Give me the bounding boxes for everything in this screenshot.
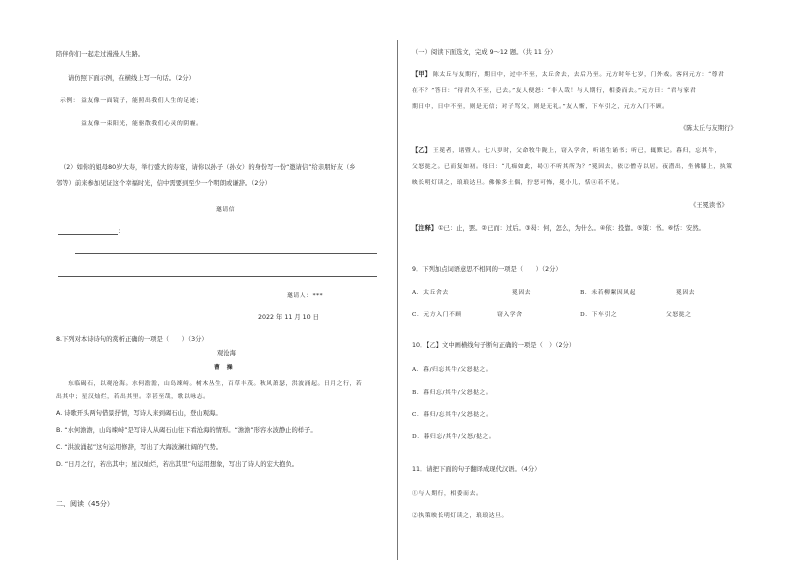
yi-line-3: 映长明灯读之，琅琅达旦。佛像多土偶，狞恶可怖，冕小儿，恬④若不见。: [412, 180, 624, 186]
reading-intro: （一）阅读下面选文，完成 9～12 题。（共 11 分）: [412, 49, 557, 56]
q8-option-a[interactable]: A. 诗歌开头两句借景抒情，写诗人来到碣石山，登山观海。: [56, 410, 222, 417]
jia-line-1: 陈太丘与友期行，期日中，过中不至，太丘舍去，去后乃至。元方时年七岁，门外戏。客问元方：“尊君: [433, 72, 725, 78]
jia-line-2: 在不？”答曰：“待君久不至，已去。”友人便怒：“非人哉！与人期行，相委而去。”元方曰：“君与家君: [412, 88, 697, 94]
section-reading-heading: 二、阅读（45分）: [56, 500, 114, 508]
q10-option-b[interactable]: B．暮归忘/其牛/父怒挞之。: [412, 390, 493, 396]
q8-option-d[interactable]: D. “日月之行，若出其中；星汉灿烂，若出其里”句运用想象，写出了诗人的宏大抱负。: [56, 461, 299, 468]
letter-body-line-1[interactable]: [75, 253, 377, 254]
poem-line-1: 东临碣石，以观沧海。水何澹澹，山岛竦峙。树木丛生，百草丰茂。秋风萧瑟，洪波涌起。日月之行，若: [68, 381, 363, 387]
q10-option-c[interactable]: C．暮归/忘其牛/父怒挞之。: [412, 412, 493, 418]
jia-label: 【甲】: [412, 71, 431, 78]
q11-sentence-2: ②执策映长明灯读之，琅琅达旦。: [412, 513, 508, 519]
example-line-2: 益友像一束阳光，能驱散我们心灵的阴霾。: [81, 121, 203, 127]
q8-stem: 8.下列对本诗诗句的赏析正确的一项是（ ）（3分）: [56, 336, 208, 343]
q10-option-a[interactable]: A．暮/归忘其牛/父怒挞之。: [412, 367, 493, 373]
poem-author: 曹 操: [214, 365, 234, 371]
q7-1-prompt: 请仿照下面示例，在横线上写一句话。（2分）: [68, 75, 195, 82]
letter-salutation-line[interactable]: [58, 234, 118, 235]
q8-option-c[interactable]: C. “洪波涌起”这句运用修辞，写出了大海波澜壮阔的气势。: [56, 444, 223, 451]
letter-signature: 邀请人：***: [287, 293, 324, 299]
q7-2-line-2: 邻等）前来参加见证这个幸福时光，信中需要到至少一个明朗或谦辞。（2分）: [56, 180, 271, 187]
column-divider: [397, 40, 398, 560]
q11-sentence-1: ①与人期行，相委而去。: [412, 491, 483, 497]
q10-stem: 10．【乙】文中画横线句子断句正确的一项是（ ）（2分）: [412, 342, 576, 349]
q9-option-b-left[interactable]: B．未若柳絮因风起: [580, 290, 637, 296]
q9-option-d-right[interactable]: 父怒挞之: [666, 312, 692, 318]
letter-salutation-colon: ：: [118, 228, 125, 235]
note-text: ①已：止，罢。②已而：过后。③曷：何，怎么，为什么。④依：投靠。⑤策：书。⑥恬：安然。: [438, 225, 705, 232]
q9-option-d-left[interactable]: D．下车引之: [580, 312, 618, 318]
jia-source: 《陈太丘与友期行》: [680, 125, 737, 132]
yi-label: 【乙】: [412, 147, 431, 154]
letter-date: 2022 年 11 月 10 日: [258, 314, 319, 321]
yi-source: 《王冕读书》: [690, 202, 728, 209]
q9-option-a-right[interactable]: 冕因去: [512, 290, 532, 296]
example-line-1: 益友像一面镜子，能照出我们人生的足迹；: [81, 98, 203, 104]
q7-2-line-1: （2）如你的姐母80岁大寿，举行盛大的寿宴，请你以孙子（孙女）的身份写一份“邀请信”给亲朋好友（乡: [60, 164, 356, 171]
q10-option-d[interactable]: D．暮归忘/其牛/父怒/挞之。: [412, 434, 496, 440]
poem-line-2: 出其中；星汉灿烂，若出其里。幸甚至哉，歌以咏志。: [56, 394, 210, 400]
jia-line-3: 期日中，日中不至，则是无信；对子骂父，则是无礼。”友人惭，下车引之，元方入门不顾。: [412, 104, 669, 110]
note-label: 【注释】: [412, 225, 438, 232]
q9-option-a-left[interactable]: A．太丘舍去: [412, 290, 449, 296]
intro-line: 陪伴你们一起走过漫漫人生路。: [56, 51, 145, 58]
letter-title: 邀请信: [216, 207, 236, 213]
example-label: 示例：: [60, 98, 80, 104]
letter-body-line-2[interactable]: [58, 276, 377, 277]
q9-stem: 9．下列加点词语意思不相同的一项是（ ）（2分）: [412, 266, 562, 273]
poem-title: 观沧海: [217, 350, 236, 357]
yi-line-2: 父怒挞之。已而复如初。母曰：“儿痴如此，曷①不听其所为？”冕因去，依②僧寺以居。夜潜出，坐佛膝上，执策: [412, 164, 733, 170]
yi-line-1: 王冕者，诸暨人。七八岁时，父命牧牛陇上，窃入学舍，听诸生诵书；听已，辄默记。暮归，忘其牛，: [433, 148, 721, 154]
q11-stem: 11．请把下面的句子翻译成现代汉语。（4分）: [412, 466, 541, 473]
q8-option-b[interactable]: B. “水何澹澹，山岛竦峙”是写诗人从碣石山往下看沧海的情形。“澹澹”形容水波静止的样子。: [56, 427, 317, 434]
q9-option-c-right[interactable]: 窃入学舍: [497, 312, 523, 318]
q9-option-c-left[interactable]: C．元方入门不顾: [412, 312, 462, 318]
q9-option-b-right[interactable]: 冕因去: [676, 290, 696, 296]
